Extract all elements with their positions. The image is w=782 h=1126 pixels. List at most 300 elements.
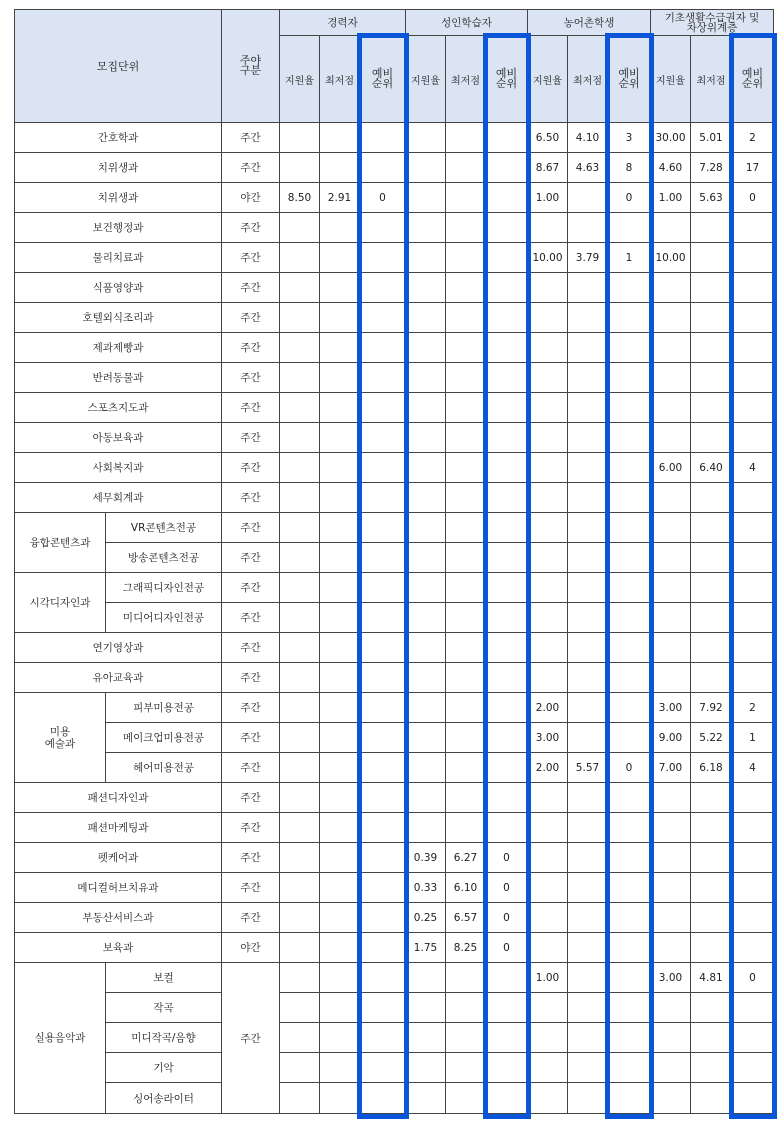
value-cell — [280, 783, 320, 813]
value-cell — [320, 543, 360, 573]
value-cell — [280, 303, 320, 333]
value-cell: 10.00 — [651, 243, 691, 273]
value-cell — [280, 243, 320, 273]
subheader-min-score: 최저점 — [320, 36, 360, 123]
value-cell: 4 — [732, 453, 774, 483]
value-cell — [691, 933, 732, 963]
value-cell: 1 — [608, 243, 651, 273]
subheader-rate: 지원율 — [528, 36, 568, 123]
value-cell — [486, 813, 528, 843]
table-row — [15, 333, 774, 363]
value-cell — [691, 993, 732, 1023]
major-cell: 미디작곡/음향 — [106, 1023, 222, 1053]
value-cell — [528, 633, 568, 663]
shift-cell: 주간 — [222, 963, 280, 1114]
header-group-adult-learner: 성인학습자 — [406, 10, 528, 36]
value-cell — [486, 1053, 528, 1083]
value-cell — [360, 423, 406, 453]
value-cell — [406, 663, 446, 693]
value-cell — [608, 513, 651, 543]
value-cell — [732, 423, 774, 453]
value-cell: 8 — [608, 153, 651, 183]
value-cell — [406, 1053, 446, 1083]
value-cell — [446, 543, 486, 573]
value-cell — [360, 663, 406, 693]
value-cell — [320, 993, 360, 1023]
value-cell: 6.18 — [691, 753, 732, 783]
value-cell — [406, 633, 446, 663]
header-group-career: 경력자 — [280, 10, 406, 36]
table-row — [15, 813, 774, 843]
value-cell — [528, 1083, 568, 1114]
value-cell — [608, 573, 651, 603]
value-cell — [486, 183, 528, 213]
table-row — [15, 873, 774, 903]
table-row — [15, 843, 774, 873]
value-cell — [528, 843, 568, 873]
value-cell — [651, 213, 691, 243]
subheader-waitlist: 예비 순위 — [486, 36, 528, 123]
value-cell — [486, 393, 528, 423]
value-cell — [691, 333, 732, 363]
value-cell — [280, 843, 320, 873]
value-cell — [651, 573, 691, 603]
value-cell — [320, 393, 360, 423]
value-cell — [651, 603, 691, 633]
value-cell — [280, 903, 320, 933]
shift-cell: 주간 — [222, 363, 280, 393]
value-cell: 1.75 — [406, 933, 446, 963]
value-cell — [446, 363, 486, 393]
value-cell: 2 — [732, 123, 774, 153]
value-cell — [406, 1083, 446, 1114]
value-cell — [608, 873, 651, 903]
value-cell — [486, 123, 528, 153]
value-cell — [360, 123, 406, 153]
shift-cell: 주간 — [222, 753, 280, 783]
value-cell — [608, 663, 651, 693]
value-cell — [486, 603, 528, 633]
value-cell — [608, 453, 651, 483]
value-cell — [732, 393, 774, 423]
value-cell — [568, 723, 608, 753]
value-cell — [486, 363, 528, 393]
value-cell — [446, 993, 486, 1023]
subheader-rate: 지원율 — [406, 36, 446, 123]
value-cell — [568, 663, 608, 693]
value-cell — [446, 1053, 486, 1083]
value-cell — [568, 183, 608, 213]
value-cell: 2.00 — [528, 693, 568, 723]
value-cell — [280, 633, 320, 663]
value-cell: 7.00 — [651, 753, 691, 783]
value-cell — [486, 423, 528, 453]
value-cell — [732, 933, 774, 963]
value-cell — [651, 663, 691, 693]
subheader-min-score: 최저점 — [568, 36, 608, 123]
unit-cell: 제과제빵과 — [15, 333, 222, 363]
value-cell — [568, 543, 608, 573]
table-row — [15, 963, 774, 993]
value-cell — [608, 213, 651, 243]
value-cell — [320, 213, 360, 243]
value-cell — [608, 723, 651, 753]
value-cell: 1.00 — [651, 183, 691, 213]
table-row — [15, 273, 774, 303]
value-cell — [691, 873, 732, 903]
shift-cell: 주간 — [222, 693, 280, 723]
value-cell — [732, 903, 774, 933]
value-cell — [446, 1023, 486, 1053]
value-cell: 17 — [732, 153, 774, 183]
value-cell — [732, 813, 774, 843]
value-cell — [406, 423, 446, 453]
value-cell — [320, 813, 360, 843]
value-cell — [446, 393, 486, 423]
value-cell — [568, 1023, 608, 1053]
value-cell — [406, 513, 446, 543]
value-cell — [280, 1023, 320, 1053]
value-cell — [651, 363, 691, 393]
table-row — [15, 393, 774, 423]
unit-cell: 보육과 — [15, 933, 222, 963]
major-cell: 미디어디자인전공 — [106, 603, 222, 633]
value-cell — [486, 513, 528, 543]
value-cell — [568, 333, 608, 363]
value-cell — [360, 843, 406, 873]
value-cell — [446, 123, 486, 153]
value-cell: 3.00 — [651, 963, 691, 993]
table-row — [15, 543, 774, 573]
value-cell — [691, 813, 732, 843]
value-cell — [568, 1053, 608, 1083]
value-cell — [446, 1083, 486, 1114]
table-row — [15, 993, 774, 1023]
unit-group-cell: 실용음악과 — [15, 963, 106, 1114]
value-cell — [320, 963, 360, 993]
table-row — [15, 423, 774, 453]
value-cell — [360, 393, 406, 423]
value-cell — [732, 663, 774, 693]
shift-cell: 주간 — [222, 843, 280, 873]
value-cell — [732, 543, 774, 573]
value-cell — [608, 843, 651, 873]
value-cell — [608, 813, 651, 843]
value-cell: 6.00 — [651, 453, 691, 483]
value-cell — [528, 303, 568, 333]
value-cell — [406, 333, 446, 363]
shift-cell: 주간 — [222, 573, 280, 603]
value-cell — [732, 1053, 774, 1083]
table-row — [15, 363, 774, 393]
table-row — [15, 1053, 774, 1083]
value-cell — [691, 303, 732, 333]
value-cell — [568, 993, 608, 1023]
value-cell — [320, 1023, 360, 1053]
value-cell — [651, 513, 691, 543]
value-cell — [608, 393, 651, 423]
value-cell — [528, 1023, 568, 1053]
table-row — [15, 1083, 774, 1114]
value-cell — [446, 273, 486, 303]
subheader-rate: 지원율 — [651, 36, 691, 123]
subheader-min-score: 최저점 — [691, 36, 732, 123]
value-cell — [280, 693, 320, 723]
value-cell — [528, 513, 568, 543]
admission-results-table — [14, 9, 774, 1114]
value-cell — [280, 273, 320, 303]
unit-cell: 식품영양과 — [15, 273, 222, 303]
value-cell — [732, 333, 774, 363]
value-cell — [568, 693, 608, 723]
value-cell — [406, 213, 446, 243]
value-cell: 8.25 — [446, 933, 486, 963]
value-cell — [360, 513, 406, 543]
major-cell: 기악 — [106, 1053, 222, 1083]
value-cell — [320, 303, 360, 333]
value-cell — [486, 723, 528, 753]
value-cell: 0 — [486, 903, 528, 933]
value-cell: 2 — [732, 693, 774, 723]
value-cell — [528, 363, 568, 393]
value-cell: 4.81 — [691, 963, 732, 993]
value-cell: 0 — [486, 873, 528, 903]
value-cell — [691, 1053, 732, 1083]
value-cell — [320, 483, 360, 513]
subheader-min-score: 최저점 — [446, 36, 486, 123]
value-cell — [568, 363, 608, 393]
value-cell — [732, 873, 774, 903]
value-cell — [280, 453, 320, 483]
value-cell — [320, 783, 360, 813]
unit-cell: 패션마케팅과 — [15, 813, 222, 843]
value-cell — [320, 363, 360, 393]
value-cell — [528, 933, 568, 963]
unit-group-cell: 미용 예술과 — [15, 693, 106, 783]
value-cell — [320, 903, 360, 933]
value-cell — [691, 543, 732, 573]
value-cell — [486, 273, 528, 303]
value-cell — [651, 1023, 691, 1053]
value-cell: 1.00 — [528, 183, 568, 213]
value-cell — [406, 273, 446, 303]
value-cell — [280, 933, 320, 963]
value-cell — [360, 1053, 406, 1083]
value-cell — [568, 573, 608, 603]
value-cell — [691, 243, 732, 273]
shift-cell: 주간 — [222, 453, 280, 483]
value-cell — [608, 993, 651, 1023]
value-cell — [406, 963, 446, 993]
value-cell: 3.00 — [651, 693, 691, 723]
value-cell — [280, 153, 320, 183]
value-cell — [360, 603, 406, 633]
table-row — [15, 213, 774, 243]
value-cell — [280, 723, 320, 753]
value-cell — [528, 813, 568, 843]
value-cell — [691, 903, 732, 933]
value-cell: 6.27 — [446, 843, 486, 873]
value-cell — [320, 693, 360, 723]
table-row — [15, 183, 774, 213]
value-cell — [691, 603, 732, 633]
value-cell — [406, 573, 446, 603]
value-cell — [360, 723, 406, 753]
value-cell — [528, 663, 568, 693]
unit-cell: 간호학과 — [15, 123, 222, 153]
value-cell — [446, 663, 486, 693]
value-cell — [528, 453, 568, 483]
value-cell: 1 — [732, 723, 774, 753]
value-cell — [406, 753, 446, 783]
value-cell — [446, 603, 486, 633]
value-cell — [360, 273, 406, 303]
value-cell: 4 — [732, 753, 774, 783]
header-group-low-income-text: 기초생활수급권자 및 차상위계층 — [664, 11, 760, 34]
value-cell: 0 — [732, 183, 774, 213]
value-cell — [280, 1053, 320, 1083]
value-cell — [691, 1023, 732, 1053]
value-cell — [608, 1023, 651, 1053]
major-cell: 작곡 — [106, 993, 222, 1023]
value-cell: 6.50 — [528, 123, 568, 153]
value-cell — [732, 483, 774, 513]
value-cell — [360, 303, 406, 333]
value-cell — [406, 243, 446, 273]
value-cell — [406, 543, 446, 573]
value-cell — [446, 153, 486, 183]
value-cell — [320, 633, 360, 663]
table-row — [15, 783, 774, 813]
value-cell — [446, 213, 486, 243]
unit-group-cell: 융합콘텐츠과 — [15, 513, 106, 573]
value-cell — [406, 783, 446, 813]
value-cell — [446, 483, 486, 513]
value-cell — [608, 303, 651, 333]
subheader-rate: 지원율 — [280, 36, 320, 123]
value-cell — [280, 963, 320, 993]
value-cell: 0.33 — [406, 873, 446, 903]
value-cell — [608, 903, 651, 933]
header-group-rural-student: 농어촌학생 — [528, 10, 651, 36]
shift-cell: 주간 — [222, 423, 280, 453]
value-cell — [608, 933, 651, 963]
value-cell — [732, 303, 774, 333]
value-cell — [406, 813, 446, 843]
value-cell — [320, 1083, 360, 1114]
shift-cell: 주간 — [222, 273, 280, 303]
value-cell — [446, 183, 486, 213]
value-cell: 4.60 — [651, 153, 691, 183]
value-cell — [608, 273, 651, 303]
shift-cell: 주간 — [222, 813, 280, 843]
value-cell — [691, 783, 732, 813]
table-row — [15, 723, 774, 753]
value-cell — [406, 363, 446, 393]
value-cell — [691, 1083, 732, 1114]
value-cell — [651, 483, 691, 513]
value-cell — [568, 273, 608, 303]
value-cell: 9.00 — [651, 723, 691, 753]
value-cell — [528, 783, 568, 813]
value-cell — [651, 1083, 691, 1114]
table-row — [15, 933, 774, 963]
shift-cell: 주간 — [222, 243, 280, 273]
value-cell — [360, 573, 406, 603]
unit-cell: 반려동물과 — [15, 363, 222, 393]
value-cell — [651, 633, 691, 663]
value-cell — [446, 243, 486, 273]
value-cell — [446, 513, 486, 543]
table-row — [15, 633, 774, 663]
value-cell: 6.10 — [446, 873, 486, 903]
value-cell: 8.50 — [280, 183, 320, 213]
shift-cell: 주간 — [222, 333, 280, 363]
value-cell: 4.63 — [568, 153, 608, 183]
unit-cell: 스포츠지도과 — [15, 393, 222, 423]
shift-cell: 주간 — [222, 123, 280, 153]
value-cell — [608, 423, 651, 453]
value-cell — [486, 963, 528, 993]
value-cell — [528, 483, 568, 513]
value-cell — [608, 963, 651, 993]
unit-cell: 치위생과 — [15, 183, 222, 213]
value-cell — [406, 603, 446, 633]
unit-cell: 펫케어과 — [15, 843, 222, 873]
value-cell — [280, 213, 320, 243]
value-cell — [691, 573, 732, 603]
value-cell — [280, 423, 320, 453]
value-cell — [446, 813, 486, 843]
value-cell — [608, 693, 651, 723]
value-cell — [691, 393, 732, 423]
shift-cell: 주간 — [222, 723, 280, 753]
value-cell — [360, 1083, 406, 1114]
value-cell: 0.39 — [406, 843, 446, 873]
value-cell — [608, 483, 651, 513]
unit-cell: 보건행정과 — [15, 213, 222, 243]
value-cell — [360, 243, 406, 273]
value-cell — [486, 243, 528, 273]
unit-group-cell: 시각디자인과 — [15, 573, 106, 633]
value-cell — [568, 483, 608, 513]
value-cell — [732, 243, 774, 273]
value-cell — [651, 933, 691, 963]
value-cell: 0 — [608, 183, 651, 213]
value-cell: 0 — [360, 183, 406, 213]
value-cell — [320, 123, 360, 153]
value-cell: 7.92 — [691, 693, 732, 723]
table-row — [15, 153, 774, 183]
value-cell — [732, 513, 774, 543]
value-cell — [320, 843, 360, 873]
value-cell — [320, 513, 360, 543]
value-cell: 3.79 — [568, 243, 608, 273]
value-cell — [691, 633, 732, 663]
table-row — [15, 663, 774, 693]
value-cell: 3 — [608, 123, 651, 153]
unit-cell: 사회복지과 — [15, 453, 222, 483]
value-cell — [528, 873, 568, 903]
table-row — [15, 693, 774, 723]
value-cell: 5.57 — [568, 753, 608, 783]
value-cell — [486, 333, 528, 363]
value-cell — [486, 753, 528, 783]
value-cell — [732, 993, 774, 1023]
value-cell — [486, 693, 528, 723]
unit-cell: 물리치료과 — [15, 243, 222, 273]
value-cell: 6.40 — [691, 453, 732, 483]
